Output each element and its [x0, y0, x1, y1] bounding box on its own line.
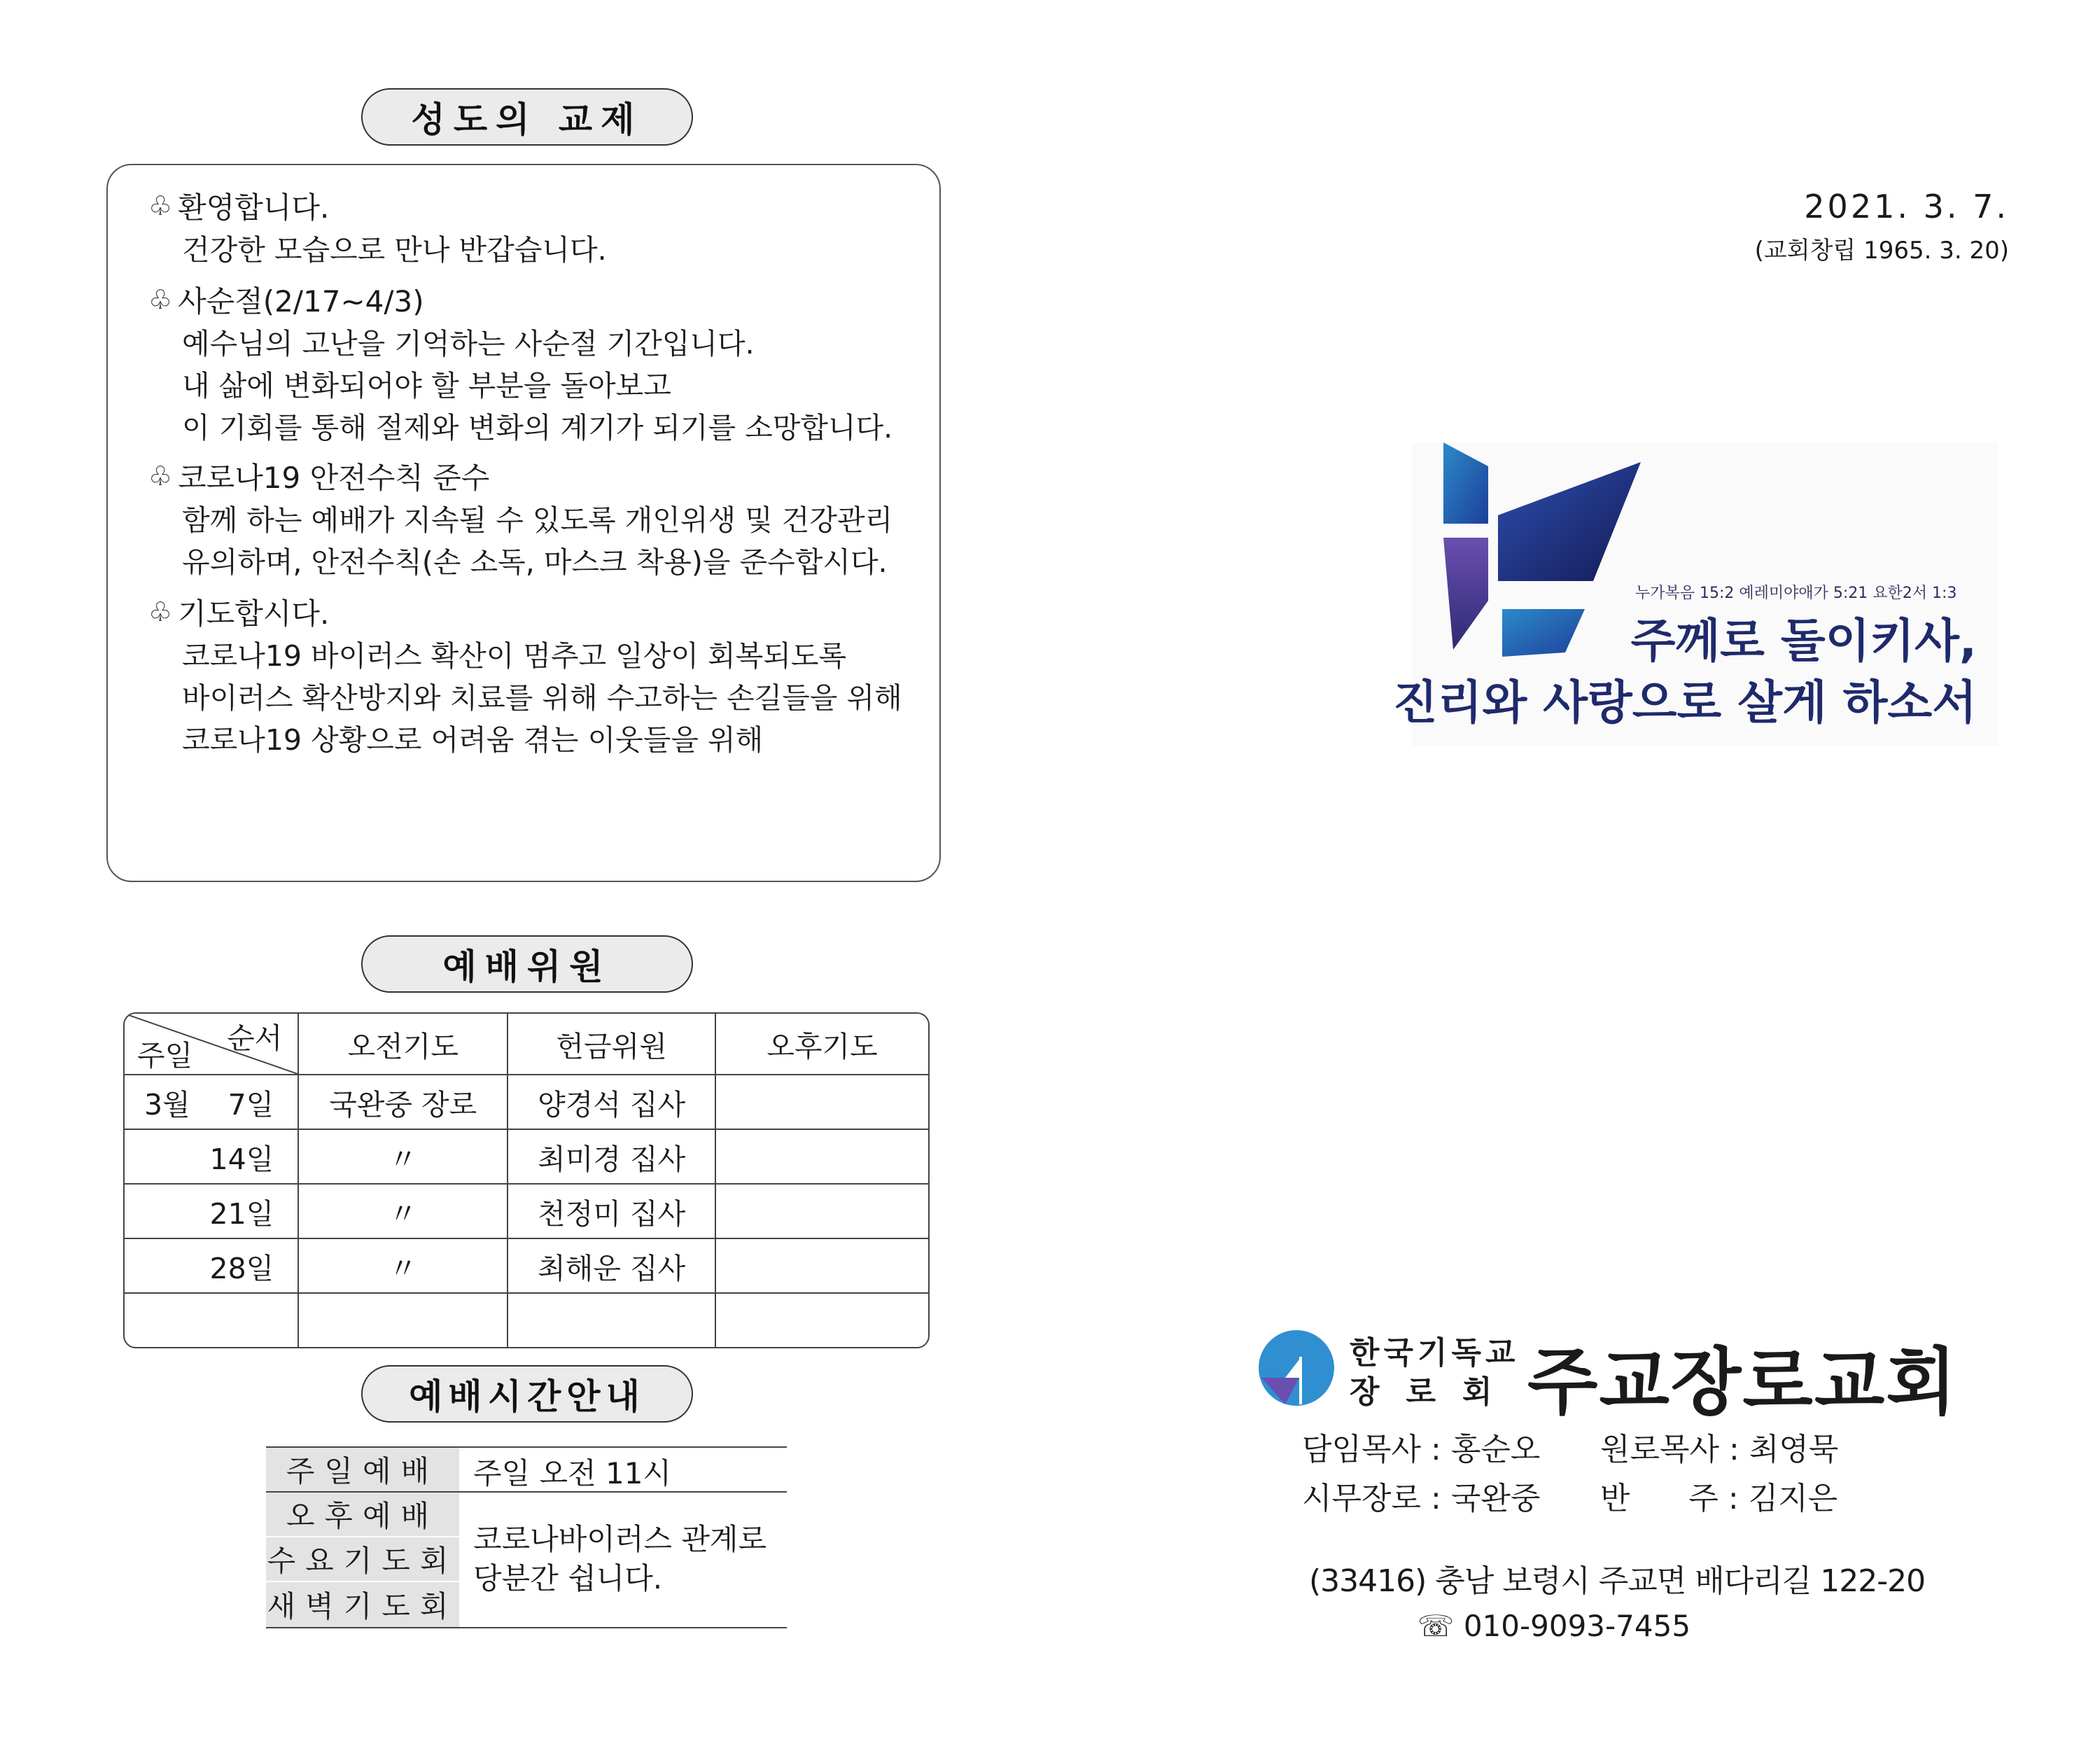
section-line: 함께 하는 예배가 지속될 수 있도록 개인위생 및 건강관리	[182, 503, 893, 537]
column-header: 오후기도	[716, 1014, 928, 1075]
table-row	[125, 1294, 928, 1347]
date-cell: 14일	[125, 1130, 299, 1185]
clover-icon: ♧	[148, 461, 173, 491]
afternoon-prayer-cell	[716, 1130, 928, 1185]
fellowship-box	[106, 164, 941, 882]
table-row	[125, 1239, 928, 1294]
afternoon-prayer-cell	[716, 1185, 928, 1239]
service-value: 주일 오전 11시	[473, 1456, 672, 1490]
scripture-references: 누가복음 15:2 예레미야애가 5:21 요한2서 1:3	[1635, 585, 1957, 602]
organist: 반 주 : 김지은	[1600, 1481, 1838, 1516]
morning-prayer-cell: 〃	[299, 1130, 508, 1185]
morning-prayer-cell: 〃	[299, 1185, 508, 1239]
service-label: 오후예배	[266, 1493, 459, 1536]
corner-cell: 순서 주일	[125, 1014, 299, 1075]
offering-cell	[508, 1294, 716, 1347]
elder: 시무장로 : 국완중	[1302, 1481, 1541, 1516]
church-address: (33416) 충남 보령시 주교면 배다리길 122-20	[1309, 1563, 1926, 1599]
column-header: 헌금위원	[508, 1014, 716, 1075]
emeritus-pastor: 원로목사 : 최영묵	[1600, 1432, 1839, 1467]
denomination-line1: 한국기독교	[1350, 1335, 1520, 1371]
denomination-line2: 장로회	[1350, 1374, 1519, 1410]
senior-pastor: 담임목사 : 홍순오	[1302, 1432, 1541, 1467]
offering-cell: 최해운 집사	[508, 1239, 716, 1294]
section-line: 코로나19 상황으로 어려움 겪는 이웃들을 위해	[182, 723, 764, 757]
service-label: 새벽기도회	[266, 1582, 459, 1627]
offering-cell: 양경석 집사	[508, 1075, 716, 1130]
worship-staff-header: 예배위원	[361, 935, 693, 993]
section-line: 이 기회를 통해 절제와 변화의 계기가 되기를 소망합니다.	[182, 411, 893, 445]
date-cell: 21일	[125, 1185, 299, 1239]
afternoon-prayer-cell	[716, 1075, 928, 1130]
offering-cell: 천정미 집사	[508, 1185, 716, 1239]
table-row	[125, 1130, 928, 1185]
section-line: 내 삶에 변화되어야 할 부분을 돌아보고	[182, 369, 671, 403]
theme-slogan-line1: 주께로 돌이키사,	[1630, 614, 1977, 668]
section-title: ♧ 기도합시다.	[148, 596, 330, 631]
worship-staff-table	[123, 1012, 930, 1348]
service-label: 주일예배	[266, 1448, 459, 1491]
section-title: ♧ 코로나19 안전수칙 준수	[148, 461, 490, 495]
section-title: ♧ 사순절(2/17~4/3)	[148, 284, 424, 319]
date-cell: 3월 7일	[125, 1075, 299, 1130]
service-label: 수요기도회	[266, 1537, 459, 1581]
section-line: 바이러스 확산방지와 치료를 위해 수고하는 손길들을 위해	[182, 681, 902, 715]
theme-slogan-line2: 진리와 사랑으로 살게 하소서	[1392, 676, 1977, 729]
section-line: 유의하며, 안전수칙(손 소독, 마스크 착용)을 준수합시다.	[182, 545, 888, 579]
morning-prayer-cell	[299, 1294, 508, 1347]
date-cell	[125, 1294, 299, 1347]
column-header: 오전기도	[299, 1014, 508, 1075]
table-row	[125, 1185, 928, 1239]
clover-icon: ♧	[148, 284, 173, 315]
section-line: 예수님의 고난을 기억하는 사순절 기간입니다.	[182, 327, 755, 361]
section-title: ♧ 환영합니다.	[148, 190, 330, 225]
table-header-row	[125, 1014, 928, 1075]
offering-cell: 최미경 집사	[508, 1130, 716, 1185]
church-phone: ☏ 010-9093-7455	[1417, 1609, 1691, 1643]
morning-prayer-cell: 〃	[299, 1239, 508, 1294]
afternoon-prayer-cell	[716, 1294, 928, 1347]
clover-icon: ♧	[148, 190, 173, 221]
founded-date: (교회창립 1965. 3. 20)	[1754, 237, 2009, 265]
section-line: 건강한 모습으로 만나 반갑습니다.	[182, 233, 607, 267]
afternoon-prayer-cell	[716, 1239, 928, 1294]
service-note: 코로나바이러스 관계로	[473, 1522, 767, 1556]
date-cell: 28일	[125, 1239, 299, 1294]
service-note: 당분간 쉽니다.	[473, 1561, 663, 1595]
fellowship-header: 성도의 교제	[361, 88, 693, 146]
morning-prayer-cell: 국완중 장로	[299, 1075, 508, 1130]
bulletin-date: 2021. 3. 7.	[1804, 188, 2009, 225]
section-line: 코로나19 바이러스 확산이 멈추고 일상이 회복되도록	[182, 639, 847, 673]
clover-icon: ♧	[148, 596, 173, 627]
denomination-logo-icon	[1257, 1329, 1336, 1407]
table-row	[125, 1075, 928, 1130]
service-times-header: 예배시간안내	[361, 1365, 693, 1423]
church-name: 주교장로교회	[1527, 1339, 1958, 1425]
phone-icon: ☏	[1417, 1609, 1455, 1643]
